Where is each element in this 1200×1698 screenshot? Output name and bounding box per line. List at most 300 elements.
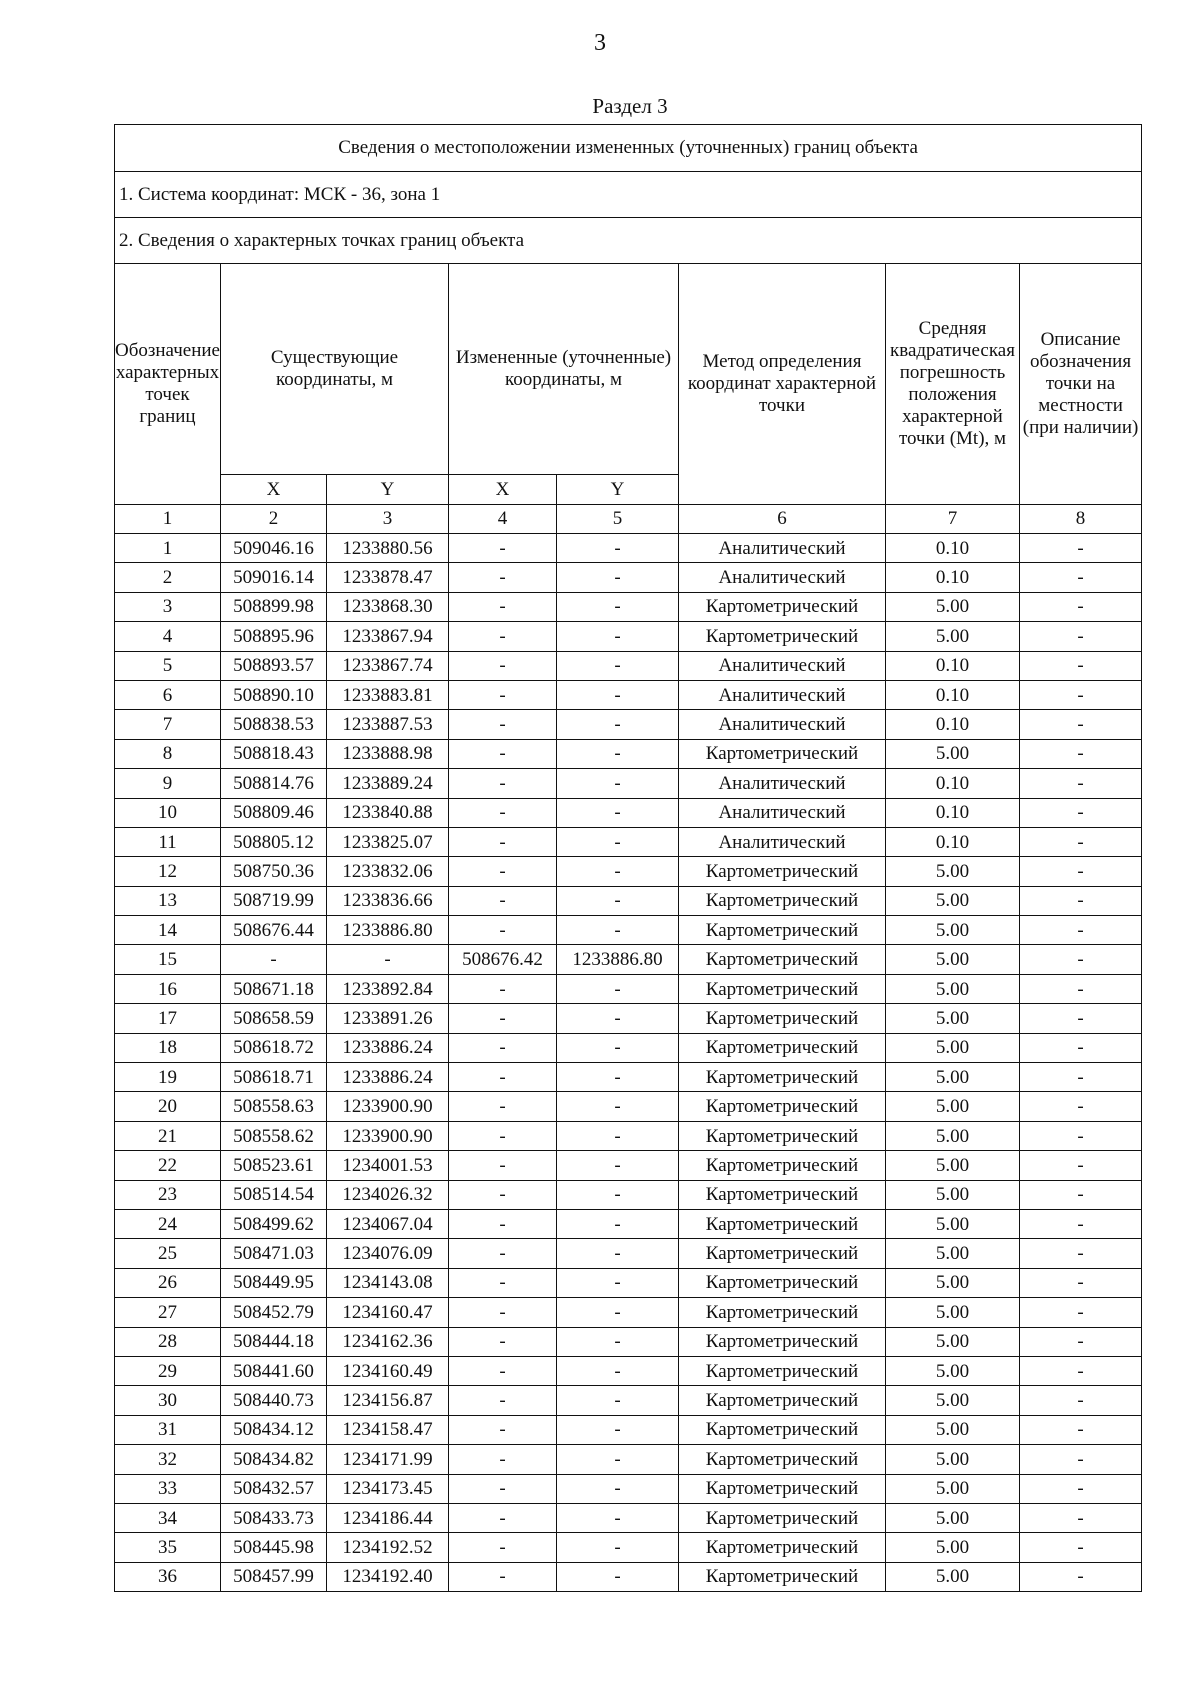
changed-y-cell: - bbox=[557, 1121, 679, 1150]
changed-x-cell: - bbox=[449, 1503, 557, 1532]
changed-x-cell: - bbox=[449, 1239, 557, 1268]
point-number-cell: 33 bbox=[115, 1474, 221, 1503]
point-number-cell: 17 bbox=[115, 1004, 221, 1033]
method-cell: Картометрический bbox=[679, 857, 886, 886]
point-number-cell: 13 bbox=[115, 886, 221, 915]
error-cell: 5.00 bbox=[886, 1474, 1020, 1503]
table-row bbox=[115, 798, 1142, 827]
method-cell: Аналитический bbox=[679, 827, 886, 856]
existing-y-cell: 1234143.08 bbox=[327, 1268, 449, 1297]
header-changed-x: X bbox=[449, 475, 557, 505]
column-number: 8 bbox=[1020, 505, 1142, 534]
changed-y-cell: - bbox=[557, 1386, 679, 1415]
existing-y-cell: 1233883.81 bbox=[327, 680, 449, 709]
table-row bbox=[115, 1356, 1142, 1385]
error-cell: 5.00 bbox=[886, 1004, 1020, 1033]
existing-y-cell: 1233886.24 bbox=[327, 1033, 449, 1062]
changed-x-cell: - bbox=[449, 1180, 557, 1209]
error-cell: 5.00 bbox=[886, 1503, 1020, 1532]
point-number-cell: 34 bbox=[115, 1503, 221, 1532]
point-number-cell: 4 bbox=[115, 622, 221, 651]
existing-x-cell: 508893.57 bbox=[221, 651, 327, 680]
changed-x-cell: - bbox=[449, 1533, 557, 1562]
existing-x-cell: 508805.12 bbox=[221, 827, 327, 856]
method-cell: Картометрический bbox=[679, 1415, 886, 1444]
column-number: 3 bbox=[327, 505, 449, 534]
method-cell: Картометрический bbox=[679, 1092, 886, 1121]
changed-y-cell: - bbox=[557, 592, 679, 621]
existing-x-cell: 509016.14 bbox=[221, 563, 327, 592]
point-number-cell: 1 bbox=[115, 534, 221, 563]
changed-y-cell: - bbox=[557, 1209, 679, 1238]
method-cell: Аналитический bbox=[679, 769, 886, 798]
changed-x-cell: - bbox=[449, 857, 557, 886]
error-cell: 0.10 bbox=[886, 563, 1020, 592]
error-cell: 5.00 bbox=[886, 1562, 1020, 1591]
method-cell: Картометрический bbox=[679, 739, 886, 768]
existing-x-cell: 508671.18 bbox=[221, 974, 327, 1003]
existing-x-cell: 508457.99 bbox=[221, 1562, 327, 1591]
point-number-cell: 20 bbox=[115, 1092, 221, 1121]
point-number-cell: 8 bbox=[115, 739, 221, 768]
method-cell: Картометрический bbox=[679, 1356, 886, 1385]
method-cell: Аналитический bbox=[679, 534, 886, 563]
existing-y-cell: 1233892.84 bbox=[327, 974, 449, 1003]
point-number-cell: 5 bbox=[115, 651, 221, 680]
table-row bbox=[115, 1445, 1142, 1474]
changed-y-cell: - bbox=[557, 680, 679, 709]
method-cell: Аналитический bbox=[679, 680, 886, 709]
description-cell: - bbox=[1020, 1151, 1142, 1180]
method-cell: Картометрический bbox=[679, 1474, 886, 1503]
method-cell: Картометрический bbox=[679, 1533, 886, 1562]
table-row bbox=[115, 710, 1142, 739]
description-cell: - bbox=[1020, 1562, 1142, 1591]
existing-x-cell: 508432.57 bbox=[221, 1474, 327, 1503]
table-row bbox=[115, 680, 1142, 709]
description-cell: - bbox=[1020, 916, 1142, 945]
existing-y-cell: 1233880.56 bbox=[327, 534, 449, 563]
existing-y-cell: 1233836.66 bbox=[327, 886, 449, 915]
existing-y-cell: 1233886.80 bbox=[327, 916, 449, 945]
changed-y-cell: - bbox=[557, 827, 679, 856]
existing-y-cell: 1234156.87 bbox=[327, 1386, 449, 1415]
method-cell: Картометрический bbox=[679, 1121, 886, 1150]
error-cell: 5.00 bbox=[886, 592, 1020, 621]
table-title: Сведения о местоположении измененных (уточненных) границ объекта bbox=[115, 125, 1142, 172]
existing-y-cell: 1233888.98 bbox=[327, 739, 449, 768]
existing-y-cell: 1234160.47 bbox=[327, 1298, 449, 1327]
table-row bbox=[115, 769, 1142, 798]
existing-y-cell: 1233867.74 bbox=[327, 651, 449, 680]
changed-y-cell: - bbox=[557, 1327, 679, 1356]
error-cell: 5.00 bbox=[886, 1180, 1020, 1209]
point-number-cell: 22 bbox=[115, 1151, 221, 1180]
header-designation: Обозначение характерных точек границ bbox=[115, 264, 221, 505]
column-number: 6 bbox=[679, 505, 886, 534]
existing-y-cell: - bbox=[327, 945, 449, 974]
description-cell: - bbox=[1020, 1386, 1142, 1415]
existing-x-cell: 508433.73 bbox=[221, 1503, 327, 1532]
table-row bbox=[115, 592, 1142, 621]
error-cell: 0.10 bbox=[886, 710, 1020, 739]
description-cell: - bbox=[1020, 1533, 1142, 1562]
header-description: Описание обозначения точки на местности (при наличии) bbox=[1020, 264, 1142, 505]
description-cell: - bbox=[1020, 1474, 1142, 1503]
existing-x-cell: 508449.95 bbox=[221, 1268, 327, 1297]
changed-y-cell: - bbox=[557, 974, 679, 1003]
existing-y-cell: 1233840.88 bbox=[327, 798, 449, 827]
existing-x-cell: 508838.53 bbox=[221, 710, 327, 739]
existing-x-cell: 508719.99 bbox=[221, 886, 327, 915]
existing-x-cell: 508895.96 bbox=[221, 622, 327, 651]
description-cell: - bbox=[1020, 1033, 1142, 1062]
point-number-cell: 32 bbox=[115, 1445, 221, 1474]
table-row bbox=[115, 1562, 1142, 1591]
changed-x-cell: - bbox=[449, 1298, 557, 1327]
changed-x-cell: - bbox=[449, 739, 557, 768]
existing-y-cell: 1234160.49 bbox=[327, 1356, 449, 1385]
table-row bbox=[115, 1415, 1142, 1444]
description-cell: - bbox=[1020, 1445, 1142, 1474]
table-row bbox=[115, 1474, 1142, 1503]
description-cell: - bbox=[1020, 1239, 1142, 1268]
table-row bbox=[115, 739, 1142, 768]
error-cell: 5.00 bbox=[886, 1533, 1020, 1562]
description-cell: - bbox=[1020, 886, 1142, 915]
existing-x-cell: 508890.10 bbox=[221, 680, 327, 709]
method-cell: Картометрический bbox=[679, 945, 886, 974]
existing-x-cell: 508676.44 bbox=[221, 916, 327, 945]
header-error: Средняя квадратическая погрешность положения характерной точки (Мt), м bbox=[886, 264, 1020, 505]
point-number-cell: 23 bbox=[115, 1180, 221, 1209]
error-cell: 5.00 bbox=[886, 1327, 1020, 1356]
point-number-cell: 35 bbox=[115, 1533, 221, 1562]
page-number: 3 bbox=[594, 30, 606, 56]
existing-y-cell: 1234001.53 bbox=[327, 1151, 449, 1180]
changed-y-cell: - bbox=[557, 1298, 679, 1327]
changed-x-cell: - bbox=[449, 1209, 557, 1238]
method-cell: Картометрический bbox=[679, 886, 886, 915]
error-cell: 5.00 bbox=[886, 1209, 1020, 1238]
description-cell: - bbox=[1020, 1004, 1142, 1033]
error-cell: 5.00 bbox=[886, 1121, 1020, 1150]
existing-y-cell: 1234192.40 bbox=[327, 1562, 449, 1591]
coordinate-system: 1. Система координат: МСК - 36, зона 1 bbox=[115, 172, 1142, 218]
changed-y-cell: - bbox=[557, 651, 679, 680]
error-cell: 5.00 bbox=[886, 857, 1020, 886]
error-cell: 5.00 bbox=[886, 1033, 1020, 1062]
method-cell: Картометрический bbox=[679, 1063, 886, 1092]
error-cell: 5.00 bbox=[886, 886, 1020, 915]
header-changed-y: Y bbox=[557, 475, 679, 505]
table-row bbox=[115, 945, 1142, 974]
table-row bbox=[115, 1298, 1142, 1327]
error-cell: 5.00 bbox=[886, 1092, 1020, 1121]
changed-x-cell: - bbox=[449, 1386, 557, 1415]
table-row bbox=[115, 534, 1142, 563]
method-cell: Картометрический bbox=[679, 1386, 886, 1415]
changed-y-cell: - bbox=[557, 916, 679, 945]
column-number: 2 bbox=[221, 505, 327, 534]
point-number-cell: 7 bbox=[115, 710, 221, 739]
changed-y-cell: - bbox=[557, 1533, 679, 1562]
existing-x-cell: 508440.73 bbox=[221, 1386, 327, 1415]
point-number-cell: 25 bbox=[115, 1239, 221, 1268]
header-changed-coords: Измененные (уточненные) координаты, м bbox=[449, 264, 679, 475]
method-cell: Картометрический bbox=[679, 974, 886, 1003]
changed-x-cell: - bbox=[449, 798, 557, 827]
table-row bbox=[115, 1004, 1142, 1033]
existing-y-cell: 1234171.99 bbox=[327, 1445, 449, 1474]
changed-x-cell: - bbox=[449, 1327, 557, 1356]
error-cell: 5.00 bbox=[886, 1239, 1020, 1268]
point-number-cell: 19 bbox=[115, 1063, 221, 1092]
changed-x-cell: - bbox=[449, 886, 557, 915]
existing-x-cell: 508809.46 bbox=[221, 798, 327, 827]
changed-x-cell: - bbox=[449, 1268, 557, 1297]
point-number-cell: 18 bbox=[115, 1033, 221, 1062]
changed-x-cell: - bbox=[449, 651, 557, 680]
point-number-cell: 10 bbox=[115, 798, 221, 827]
method-cell: Картометрический bbox=[679, 1268, 886, 1297]
changed-y-cell: - bbox=[557, 563, 679, 592]
changed-y-cell: - bbox=[557, 1151, 679, 1180]
changed-y-cell: - bbox=[557, 857, 679, 886]
table-row bbox=[115, 1386, 1142, 1415]
table-row bbox=[115, 857, 1142, 886]
method-cell: Картометрический bbox=[679, 1298, 886, 1327]
method-cell: Картометрический bbox=[679, 592, 886, 621]
description-cell: - bbox=[1020, 1180, 1142, 1209]
description-cell: - bbox=[1020, 769, 1142, 798]
point-number-cell: 11 bbox=[115, 827, 221, 856]
existing-x-cell: 508434.82 bbox=[221, 1445, 327, 1474]
table-row bbox=[115, 651, 1142, 680]
existing-y-cell: 1234192.52 bbox=[327, 1533, 449, 1562]
header-method: Метод определения координат характерной точки bbox=[679, 264, 886, 505]
changed-y-cell: - bbox=[557, 1445, 679, 1474]
existing-x-cell: 508899.98 bbox=[221, 592, 327, 621]
description-cell: - bbox=[1020, 798, 1142, 827]
error-cell: 5.00 bbox=[886, 1356, 1020, 1385]
changed-y-cell: - bbox=[557, 798, 679, 827]
method-cell: Картометрический bbox=[679, 1239, 886, 1268]
changed-y-cell: - bbox=[557, 622, 679, 651]
existing-x-cell: 508441.60 bbox=[221, 1356, 327, 1385]
existing-x-cell: 508499.62 bbox=[221, 1209, 327, 1238]
table-row bbox=[115, 1180, 1142, 1209]
existing-x-cell: 508750.36 bbox=[221, 857, 327, 886]
changed-y-cell: - bbox=[557, 1063, 679, 1092]
error-cell: 0.10 bbox=[886, 798, 1020, 827]
table-row bbox=[115, 622, 1142, 651]
point-number-cell: 27 bbox=[115, 1298, 221, 1327]
existing-y-cell: 1234162.36 bbox=[327, 1327, 449, 1356]
error-cell: 5.00 bbox=[886, 1386, 1020, 1415]
existing-x-cell: 508452.79 bbox=[221, 1298, 327, 1327]
changed-y-cell: - bbox=[557, 886, 679, 915]
existing-x-cell: 508618.72 bbox=[221, 1033, 327, 1062]
point-number-cell: 21 bbox=[115, 1121, 221, 1150]
changed-x-cell: - bbox=[449, 769, 557, 798]
error-cell: 0.10 bbox=[886, 534, 1020, 563]
changed-y-cell: - bbox=[557, 1239, 679, 1268]
changed-x-cell: - bbox=[449, 1474, 557, 1503]
changed-y-cell: - bbox=[557, 769, 679, 798]
existing-x-cell: 508434.12 bbox=[221, 1415, 327, 1444]
method-cell: Картометрический bbox=[679, 1151, 886, 1180]
description-cell: - bbox=[1020, 739, 1142, 768]
error-cell: 5.00 bbox=[886, 1415, 1020, 1444]
existing-x-cell: 508523.61 bbox=[221, 1151, 327, 1180]
method-cell: Картометрический bbox=[679, 1180, 886, 1209]
point-number-cell: 29 bbox=[115, 1356, 221, 1385]
error-cell: 5.00 bbox=[886, 1268, 1020, 1297]
existing-x-cell: 508618.71 bbox=[221, 1063, 327, 1092]
point-number-cell: 16 bbox=[115, 974, 221, 1003]
error-cell: 5.00 bbox=[886, 1445, 1020, 1474]
description-cell: - bbox=[1020, 563, 1142, 592]
changed-y-cell: - bbox=[557, 1092, 679, 1121]
method-cell: Картометрический bbox=[679, 1209, 886, 1238]
existing-y-cell: 1233900.90 bbox=[327, 1121, 449, 1150]
changed-x-cell: - bbox=[449, 710, 557, 739]
point-number-cell: 28 bbox=[115, 1327, 221, 1356]
method-cell: Картометрический bbox=[679, 1004, 886, 1033]
changed-x-cell: - bbox=[449, 1004, 557, 1033]
table-row bbox=[115, 563, 1142, 592]
table-row bbox=[115, 827, 1142, 856]
description-cell: - bbox=[1020, 1415, 1142, 1444]
point-number-cell: 3 bbox=[115, 592, 221, 621]
changed-y-cell: - bbox=[557, 1180, 679, 1209]
table-row bbox=[115, 1121, 1142, 1150]
table-row bbox=[115, 1092, 1142, 1121]
method-cell: Аналитический bbox=[679, 563, 886, 592]
existing-y-cell: 1233889.24 bbox=[327, 769, 449, 798]
changed-x-cell: - bbox=[449, 916, 557, 945]
changed-y-cell: - bbox=[557, 1004, 679, 1033]
existing-x-cell: 509046.16 bbox=[221, 534, 327, 563]
description-cell: - bbox=[1020, 1209, 1142, 1238]
description-cell: - bbox=[1020, 1298, 1142, 1327]
method-cell: Картометрический bbox=[679, 1033, 886, 1062]
error-cell: 5.00 bbox=[886, 916, 1020, 945]
description-cell: - bbox=[1020, 1356, 1142, 1385]
error-cell: 0.10 bbox=[886, 680, 1020, 709]
existing-x-cell: 508658.59 bbox=[221, 1004, 327, 1033]
existing-x-cell: 508445.98 bbox=[221, 1533, 327, 1562]
description-cell: - bbox=[1020, 1327, 1142, 1356]
error-cell: 5.00 bbox=[886, 622, 1020, 651]
changed-x-cell: - bbox=[449, 592, 557, 621]
existing-y-cell: 1234158.47 bbox=[327, 1415, 449, 1444]
table-row bbox=[115, 1533, 1142, 1562]
changed-x-cell: - bbox=[449, 1092, 557, 1121]
table-row bbox=[115, 886, 1142, 915]
description-cell: - bbox=[1020, 534, 1142, 563]
existing-y-cell: 1233878.47 bbox=[327, 563, 449, 592]
existing-x-cell: 508471.03 bbox=[221, 1239, 327, 1268]
changed-x-cell: - bbox=[449, 1445, 557, 1474]
column-number: 7 bbox=[886, 505, 1020, 534]
header-existing-y: Y bbox=[327, 475, 449, 505]
changed-y-cell: - bbox=[557, 534, 679, 563]
description-cell: - bbox=[1020, 857, 1142, 886]
existing-x-cell: 508818.43 bbox=[221, 739, 327, 768]
method-cell: Аналитический bbox=[679, 710, 886, 739]
existing-y-cell: 1233891.26 bbox=[327, 1004, 449, 1033]
points-info: 2. Сведения о характерных точках границ объекта bbox=[115, 218, 1142, 264]
point-number-cell: 36 bbox=[115, 1562, 221, 1591]
existing-y-cell: 1234173.45 bbox=[327, 1474, 449, 1503]
point-number-cell: 12 bbox=[115, 857, 221, 886]
point-number-cell: 6 bbox=[115, 680, 221, 709]
table-row bbox=[115, 916, 1142, 945]
description-cell: - bbox=[1020, 622, 1142, 651]
column-number: 1 bbox=[115, 505, 221, 534]
changed-y-cell: - bbox=[557, 1033, 679, 1062]
coordinates-table bbox=[114, 124, 1142, 1592]
changed-x-cell: - bbox=[449, 1415, 557, 1444]
existing-x-cell: - bbox=[221, 945, 327, 974]
existing-x-cell: 508558.62 bbox=[221, 1121, 327, 1150]
table-row bbox=[115, 1151, 1142, 1180]
error-cell: 5.00 bbox=[886, 1151, 1020, 1180]
table-row bbox=[115, 1239, 1142, 1268]
changed-y-cell: - bbox=[557, 1562, 679, 1591]
existing-y-cell: 1233887.53 bbox=[327, 710, 449, 739]
description-cell: - bbox=[1020, 1503, 1142, 1532]
point-number-cell: 2 bbox=[115, 563, 221, 592]
description-cell: - bbox=[1020, 945, 1142, 974]
existing-y-cell: 1233867.94 bbox=[327, 622, 449, 651]
method-cell: Картометрический bbox=[679, 916, 886, 945]
table-row bbox=[115, 1063, 1142, 1092]
error-cell: 5.00 bbox=[886, 1063, 1020, 1092]
changed-y-cell: - bbox=[557, 739, 679, 768]
table-row bbox=[115, 1503, 1142, 1532]
method-cell: Картометрический bbox=[679, 1562, 886, 1591]
point-number-cell: 15 bbox=[115, 945, 221, 974]
description-cell: - bbox=[1020, 651, 1142, 680]
description-cell: - bbox=[1020, 1268, 1142, 1297]
table-row bbox=[115, 1268, 1142, 1297]
method-cell: Аналитический bbox=[679, 651, 886, 680]
existing-y-cell: 1233832.06 bbox=[327, 857, 449, 886]
table-row bbox=[115, 1327, 1142, 1356]
changed-x-cell: - bbox=[449, 1063, 557, 1092]
description-cell: - bbox=[1020, 1063, 1142, 1092]
changed-x-cell: - bbox=[449, 1033, 557, 1062]
changed-y-cell: - bbox=[557, 1268, 679, 1297]
column-number: 5 bbox=[557, 505, 679, 534]
header-existing-coords: Существующие координаты, м bbox=[221, 264, 449, 475]
existing-x-cell: 508514.54 bbox=[221, 1180, 327, 1209]
changed-x-cell: - bbox=[449, 680, 557, 709]
changed-x-cell: - bbox=[449, 534, 557, 563]
changed-x-cell: 508676.42 bbox=[449, 945, 557, 974]
description-cell: - bbox=[1020, 827, 1142, 856]
existing-y-cell: 1234186.44 bbox=[327, 1503, 449, 1532]
changed-y-cell: - bbox=[557, 1503, 679, 1532]
error-cell: 0.10 bbox=[886, 651, 1020, 680]
error-cell: 5.00 bbox=[886, 974, 1020, 1003]
changed-x-cell: - bbox=[449, 563, 557, 592]
description-cell: - bbox=[1020, 1121, 1142, 1150]
existing-y-cell: 1233825.07 bbox=[327, 827, 449, 856]
